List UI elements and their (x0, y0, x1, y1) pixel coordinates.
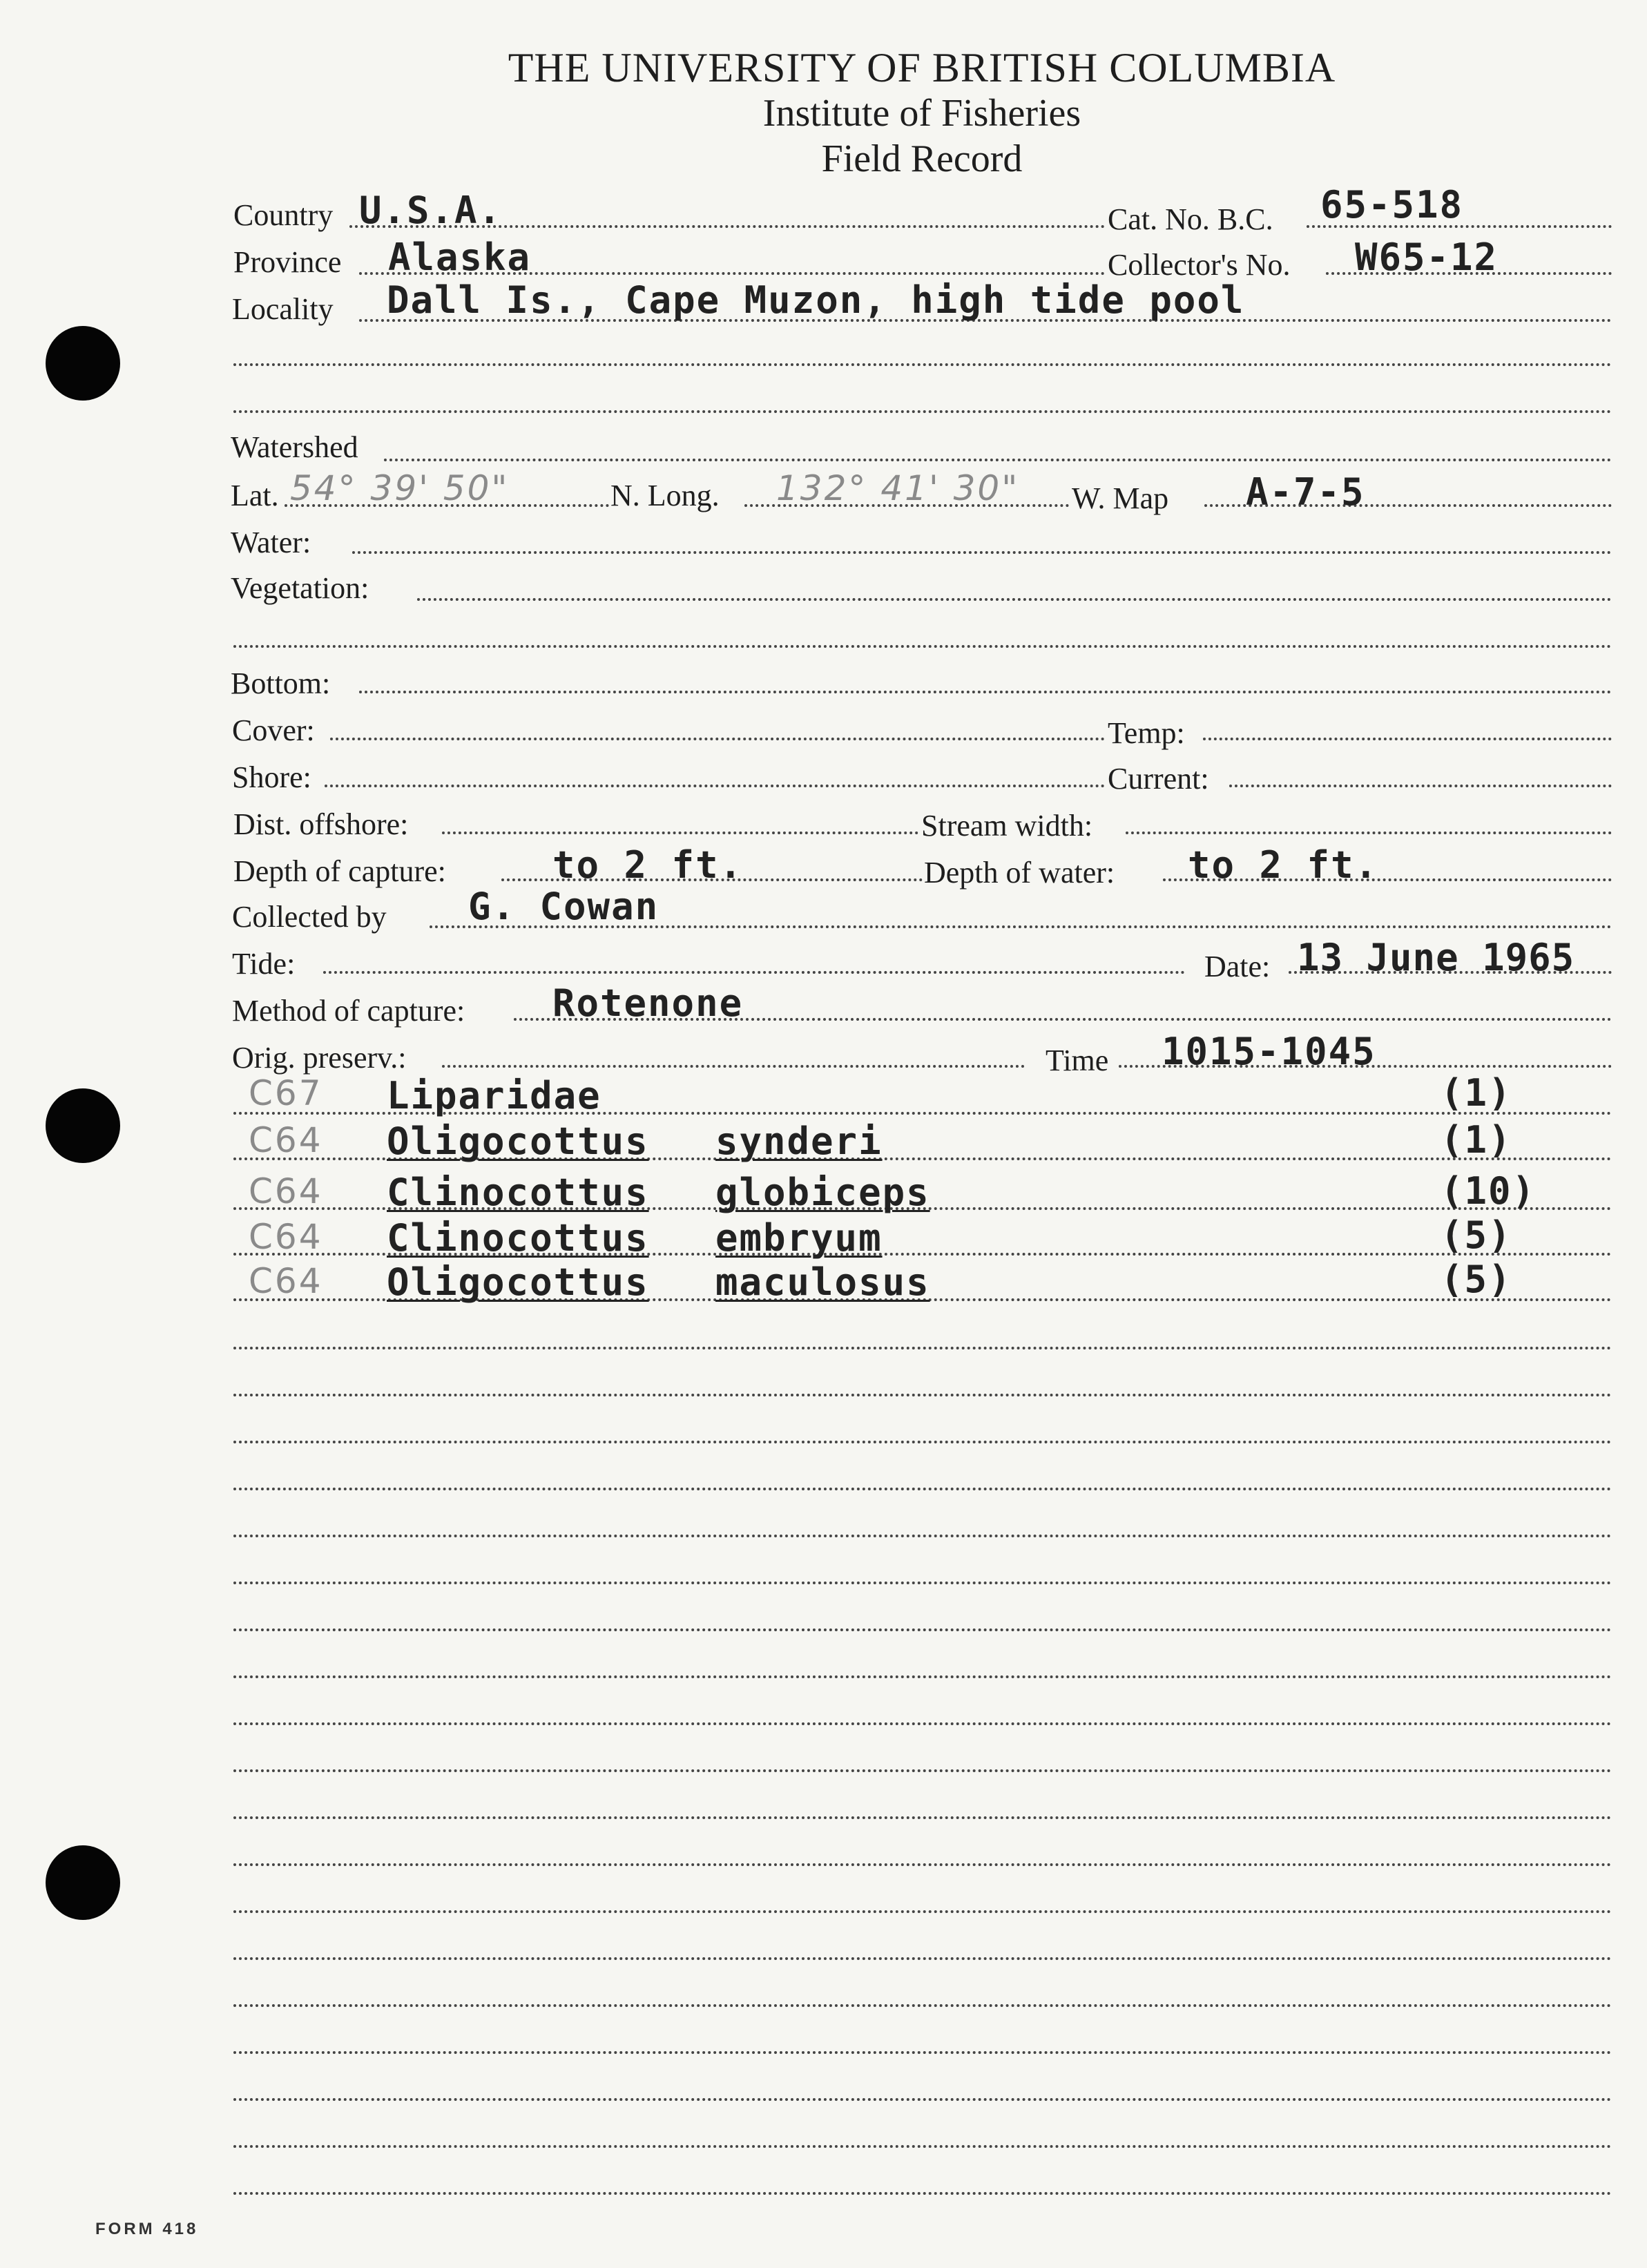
specimen-code: C64 (249, 1217, 323, 1257)
depth-water-value: to 2 ft. (1188, 843, 1379, 887)
watershed-line (384, 459, 1612, 461)
specimen-species: globiceps (715, 1171, 930, 1214)
record-title: Field Record (821, 137, 1023, 180)
specimen-count: (10) (1441, 1169, 1537, 1213)
country-value: U.S.A. (359, 189, 503, 232)
water-line (352, 551, 1612, 554)
form-number: FORM 418 (95, 2220, 199, 2238)
tide-line (323, 971, 1185, 974)
date-label: Date: (1204, 950, 1271, 983)
method-label: Method of capture: (232, 994, 465, 1028)
cat-no-label: Cat. No. B.C. (1108, 202, 1273, 236)
blank-line (233, 2145, 1612, 2148)
depth-water-label: Depth of water: (924, 856, 1115, 890)
cover-line (330, 738, 1105, 740)
specimen-code: C67 (249, 1073, 323, 1113)
map-label: W. Map (1072, 481, 1169, 515)
orig-preserv-label: Orig. preserv.: (232, 1041, 407, 1075)
blank-line (233, 1957, 1612, 1960)
blank-line (233, 1675, 1612, 1678)
locality-line-2 (233, 363, 1612, 366)
water-label: Water: (231, 526, 311, 559)
blank-line (233, 1347, 1612, 1349)
institute-title: Institute of Fisheries (762, 92, 1081, 135)
country-label: Country (233, 198, 334, 232)
specimen-code: C64 (249, 1261, 323, 1301)
locality-label: Locality (232, 292, 334, 326)
lat-label: Lat. (231, 479, 279, 512)
collected-by-value: G. Cowan (468, 885, 659, 928)
blank-line (233, 1769, 1612, 1772)
specimen-species: embryum (715, 1216, 883, 1260)
long-value: 132° 41' 30" (776, 468, 1020, 508)
specimen-count: (5) (1441, 1258, 1512, 1301)
current-line (1229, 785, 1612, 787)
depth-capture-label: Depth of capture: (233, 854, 446, 888)
bottom-label: Bottom: (231, 666, 331, 700)
specimen-genus: Oligocottus (387, 1119, 649, 1163)
method-value: Rotenone (552, 981, 744, 1025)
specimen-count: (1) (1441, 1071, 1512, 1115)
vegetation-line-2 (233, 645, 1612, 648)
blank-line (233, 1628, 1612, 1631)
temp-line (1203, 738, 1612, 740)
locality-value: Dall Is., Cape Muzon, high tide pool (387, 278, 1245, 322)
blank-line (233, 1582, 1612, 1584)
temp-label: Temp: (1108, 716, 1185, 750)
blank-line (233, 1722, 1612, 1725)
date-value: 13 June 1965 (1297, 936, 1575, 979)
watershed-label: Watershed (231, 430, 358, 464)
specimen-species: maculosus (715, 1260, 930, 1304)
specimen-code: C64 (249, 1120, 323, 1160)
blank-line (233, 2051, 1612, 2054)
blank-line (233, 1863, 1612, 1866)
dist-offshore-label: Dist. offshore: (233, 807, 409, 841)
dist-offshore-line (442, 832, 918, 834)
blank-line (233, 1441, 1612, 1443)
lat-value: 54° 39' 50" (290, 468, 510, 508)
blank-line (233, 2192, 1612, 2195)
locality-line-3 (233, 410, 1612, 413)
time-value: 1015-1045 (1162, 1030, 1376, 1073)
specimen-genus: Clinocottus (387, 1171, 649, 1214)
collectors-no-label: Collector's No. (1108, 248, 1291, 282)
blank-line (233, 2098, 1612, 2101)
collected-by-label: Collected by (232, 900, 387, 934)
map-value: A-7-5 (1246, 470, 1365, 514)
cover-label: Cover: (232, 713, 315, 747)
stream-width-line (1126, 832, 1612, 834)
blank-line (233, 1488, 1612, 1490)
binder-hole-middle (46, 1088, 120, 1163)
university-title: THE UNIVERSITY OF BRITISH COLUMBIA (508, 45, 1336, 90)
province-label: Province (233, 245, 342, 279)
orig-preserv-line (442, 1065, 1025, 1068)
collectors-no-value: W65-12 (1355, 236, 1499, 279)
blank-line (233, 2004, 1612, 2007)
time-label: Time (1046, 1044, 1109, 1077)
blank-line (233, 1816, 1612, 1819)
specimen-genus: Clinocottus (387, 1216, 649, 1260)
blank-line (233, 1394, 1612, 1396)
province-value: Alaska (388, 236, 532, 279)
current-label: Current: (1108, 762, 1209, 796)
tide-label: Tide: (232, 947, 296, 981)
stream-width-label: Stream width: (921, 809, 1093, 843)
specimen-genus: Liparidae (387, 1074, 601, 1117)
specimen-count: (5) (1441, 1213, 1512, 1257)
vegetation-line (417, 598, 1612, 601)
vegetation-label: Vegetation: (231, 571, 369, 605)
long-label: N. Long. (610, 479, 720, 512)
blank-line (233, 1535, 1612, 1537)
cat-no-value: 65-518 (1320, 183, 1464, 227)
bottom-line (359, 691, 1612, 693)
depth-capture-value: to 2 ft. (552, 843, 744, 887)
shore-label: Shore: (232, 760, 311, 794)
blank-line (233, 1910, 1612, 1913)
shore-line (325, 785, 1105, 787)
binder-hole-bottom (46, 1845, 120, 1920)
specimen-code: C64 (249, 1171, 323, 1211)
specimen-species: synderi (715, 1119, 883, 1163)
specimen-genus: Oligocottus (387, 1260, 649, 1304)
specimen-count: (1) (1441, 1118, 1512, 1162)
binder-hole-top (46, 326, 120, 401)
